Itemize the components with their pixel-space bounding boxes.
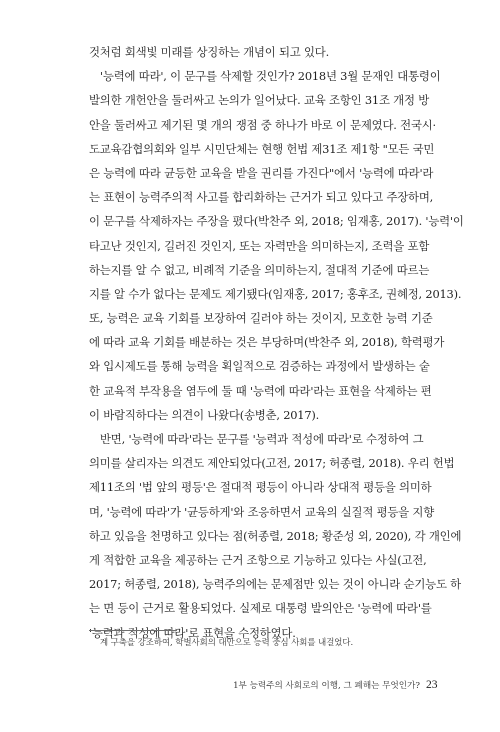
body-line: 안을 둘러싸고 제기된 몇 개의 쟁점 중 하나가 바로 이 문제였다. 전국시· <box>89 117 436 132</box>
body-line: 의미를 살리자는 의견도 제안되었다(고전, 2017; 허종렬, 2018). 우리 헌법 <box>89 456 455 471</box>
body-line: 타고난 것인지, 길러진 것인지, 또는 자력만을 의미하는지, 조력을 포함 <box>89 238 430 253</box>
body-line: 이 문구를 삭제하자는 주장을 폈다(박찬주 외, 2018; 임재홍, 2017). '능력'이 <box>89 214 464 229</box>
body-line: 는 면 등이 근거로 활용되었다. 실제로 대통령 발의안은 '능력에 따라'를 <box>89 601 432 616</box>
body-line: 반면, '능력에 따라'라는 문구를 '능력과 적성에 따라'로 수정하여 그 <box>100 432 424 446</box>
footnote-text: 계 구축을 강조하여, 학벌사회의 대안으로 능력 중심 사회를 내걸었다. <box>100 637 354 647</box>
body-line: 은 능력에 따라 균등한 교육을 받을 권리를 가진다"에서 '능력에 따라'라 <box>89 165 434 180</box>
body-line: 이 바람직하다는 의견이 나왔다(송병춘, 2017). <box>89 407 320 422</box>
body-line: 하는지를 알 수 없고, 비례적 기준을 의미하는지, 절대적 기준에 따르는 <box>89 262 430 277</box>
body-line: '능력에 따라', 이 문구를 삭제할 것인가? 2018년 3월 문재인 대통령이 <box>100 69 441 84</box>
body-text <box>89 40 464 645</box>
body-line: 제11조의 '법 앞의 평등'은 절대적 평등이 아니라 상대적 평등을 의미하 <box>89 480 432 495</box>
body-line: 며, '능력에 따라'가 '균등하게'와 조응하면서 교육의 실질적 평등을 지향 <box>89 504 435 519</box>
body-line: 는 표현이 능력주의적 사고를 합리화하는 근거가 되고 있다고 주장하며, <box>89 190 434 205</box>
body-line: 2017; 허종렬, 2018), 능력주의에는 문제점만 있는 것이 아니라 순기능도 하 <box>89 577 461 592</box>
body-line: '능력과 적성에 따라'로 표현을 수정하였다. <box>89 625 296 640</box>
page-number: 23 <box>426 678 438 691</box>
body-line: 한 교육적 부작용을 염두에 둘 때 '능력에 따라'라는 표현을 삭제하는 편 <box>89 383 432 398</box>
body-line: 것처럼 회색빛 미래를 상징하는 개념이 되고 있다. <box>89 45 330 59</box>
body-line: 또, 능력은 교육 기회를 보장하여 길러야 하는 것이지, 모호한 능력 기준 <box>89 311 433 326</box>
running-footer-title: 1부 능력주의 사회로의 이행, 그 폐해는 무엇인가? <box>233 681 420 691</box>
body-line: 와 입시제도를 통해 능력을 획일적으로 검증하는 과정에서 발생하는 숱 <box>89 359 430 374</box>
body-line: 하고 있음을 천명하고 있다는 점(허종렬, 2018; 황준성 외, 2020), 각 개인에 <box>89 528 462 543</box>
body-line: 발의한 개헌안을 둘러싸고 논의가 일어났다. 교육 조항인 31조 개정 방 <box>89 93 429 108</box>
body-line: 도교육감협의회와 일부 시민단체는 현행 헌법 제31조 제1항 "모든 국민 <box>89 141 435 156</box>
body-line: 게 적합한 교육을 제공하는 근거 조항으로 기능하고 있다는 사실(고전, <box>89 552 427 567</box>
footnote-divider <box>89 630 177 631</box>
body-line: 에 따라 교육 기회를 배분하는 것은 부당하며(박찬주 외, 2018), 학력평가 <box>89 335 445 350</box>
body-line: 지를 알 수가 없다는 문제도 제기됐다(임재홍, 2017; 홍후조, 권혜정, 2013). <box>89 286 462 301</box>
